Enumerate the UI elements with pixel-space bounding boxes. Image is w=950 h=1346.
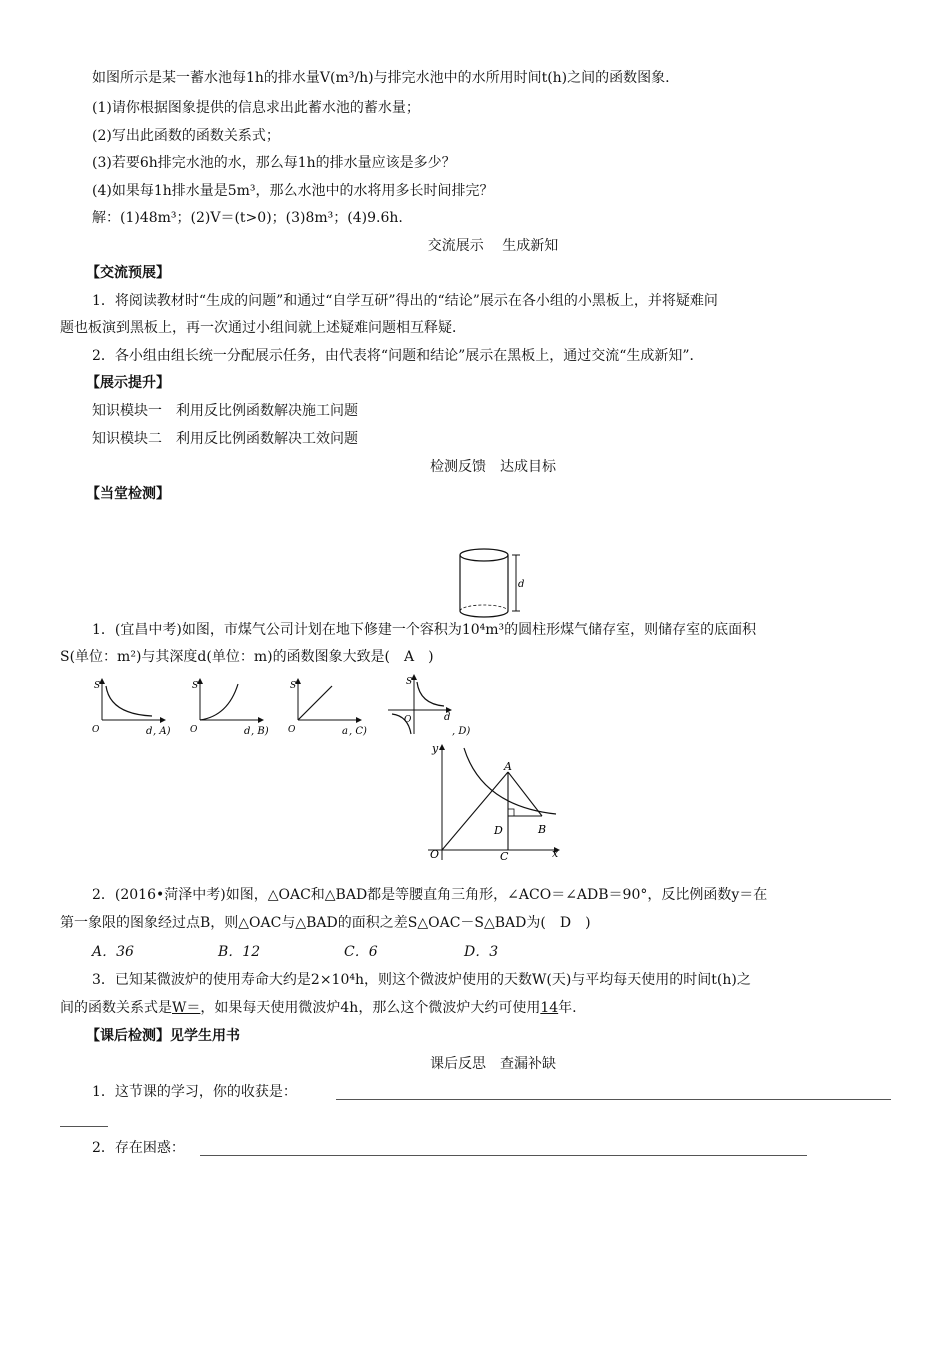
gains-answer-line[interactable]	[336, 1099, 891, 1100]
reflection-gains: 1．这节课的学习，你的收获是：	[92, 1084, 297, 1100]
svg-text:O: O	[404, 715, 412, 725]
svg-text:, B): , B)	[251, 726, 269, 737]
svg-text:O: O	[190, 725, 198, 735]
preview-title: 【交流预展】	[86, 265, 170, 281]
exchange-item-1b: 题也板演到黑板上，再一次通过小组间就上述疑难问题相互释疑．	[60, 320, 466, 336]
svg-text:, C): , C)	[349, 726, 367, 737]
intro-line: 如图所示是某一蓄水池每1h的排水量V(m³/h)与排完水池中的水所用时间t(h)之间的函数图象.	[92, 70, 670, 86]
svg-text:O: O	[92, 725, 100, 735]
class-test-title: 【当堂检测】	[86, 486, 170, 502]
svg-text:d: d	[444, 712, 451, 723]
problem-1b: S(单位：m²)与其深度d(单位：m)的函数图象大致是( A )	[60, 649, 434, 665]
module-2: 知识模块二 利用反比例函数解决工效问题	[92, 431, 358, 447]
question-2: (2)写出此函数的函数关系式；	[92, 128, 280, 144]
cylinder-figure	[455, 545, 535, 623]
problem-2b: 第一象限的图象经过点B，则△OAC与△BAD的面积之差S△OAC－S△BAD为( D )	[60, 915, 591, 931]
problem-2-option-a: A．36	[92, 944, 134, 960]
svg-text:S: S	[192, 681, 199, 691]
answer-blank-years: 14	[540, 1000, 559, 1016]
improve-title: 【展示提升】	[86, 375, 170, 391]
svg-text:d: d	[244, 726, 251, 737]
confusion-answer-line[interactable]	[200, 1155, 807, 1156]
svg-text:D: D	[494, 824, 503, 837]
problem-2-option-d: D．3	[464, 944, 499, 960]
svg-text:a: a	[342, 726, 348, 737]
svg-text:A: A	[504, 760, 512, 773]
svg-text:y: y	[432, 742, 439, 755]
svg-text:S: S	[94, 681, 101, 691]
problem-3a: 3．已知某微波炉的使用寿命大约是2×10⁴h，则这个微波炉使用的天数W(天)与平均每天使用的时间t(h)之	[92, 972, 751, 988]
question-4: (4)如果每1h排水量是5m³，那么水池中的水将用多长时间排完？	[92, 183, 494, 199]
svg-text:S: S	[406, 677, 413, 687]
problem-2-option-c: C．6	[344, 944, 378, 960]
svg-text:, A): , A)	[153, 726, 171, 737]
svg-text:O: O	[430, 848, 440, 861]
exchange-item-2: 2．各小组由组长统一分配展示任务，由代表将“问题和结论”展示在黑板上，通过交流“生成新知”．	[92, 348, 704, 364]
reflection-confusion: 2．存在困惑：	[92, 1140, 185, 1156]
answer-line: 解：(1)48m³；(2)V＝(t>0)；(3)8m³；(4)9.6h.	[92, 210, 403, 226]
svg-text:S: S	[290, 681, 297, 691]
graph-option-a	[90, 676, 185, 738]
problem-3b: 间的函数关系式是W＝，如果每天使用微波炉4h，那么这个微波炉大约可使用14年.	[60, 1000, 577, 1016]
question-1: (1)请你根据图象提供的信息求出此蓄水池的蓄水量；	[92, 100, 420, 116]
after-class-test: 【课后检测】见学生用书	[86, 1028, 240, 1044]
module-1: 知识模块一 利用反比例函数解决施工问题	[92, 403, 358, 419]
section-heading-test: 检测反馈 达成目标	[430, 459, 556, 475]
answer-blank-formula: W＝	[172, 1000, 201, 1016]
svg-text:d: d	[146, 726, 153, 737]
svg-text:x: x	[552, 847, 559, 860]
svg-text:O: O	[288, 725, 296, 735]
problem-2a: 2．(2016•菏泽中考)如图，△OAC和△BAD都是等腰直角三角形，∠ACO＝∠ADB＝90°，反比例函数y＝在	[92, 887, 768, 903]
problem-1a: 1．(宜昌中考)如图，市煤气公司计划在地下修建一个容积为10⁴m³的圆柱形煤气储存室，则储存室的底面积	[92, 622, 757, 638]
graph-option-c	[286, 676, 381, 738]
problem-2-option-b: B．12	[218, 944, 261, 960]
gains-answer-line-cont[interactable]	[60, 1126, 108, 1127]
exchange-item-1a: 1．将阅读教材时“生成的问题”和通过“自学互研”得出的“结论”展示在各小组的小黑板上，并将疑难问	[92, 293, 718, 309]
section-heading-reflect: 课后反思 查漏补缺	[430, 1056, 556, 1072]
cylinder-depth-label: d	[518, 579, 525, 590]
svg-text:B: B	[538, 823, 547, 836]
svg-text:C: C	[500, 850, 509, 863]
svg-text:, D): , D)	[452, 726, 471, 737]
section-heading-exchange: 交流展示 生成新知	[427, 238, 559, 254]
question-3: (3)若要6h排完水池的水，那么每1h的排水量应该是多少？	[92, 155, 456, 171]
graph-option-d	[384, 672, 479, 742]
triangle-hyperbola-figure	[424, 742, 569, 864]
graph-option-b	[188, 676, 283, 738]
